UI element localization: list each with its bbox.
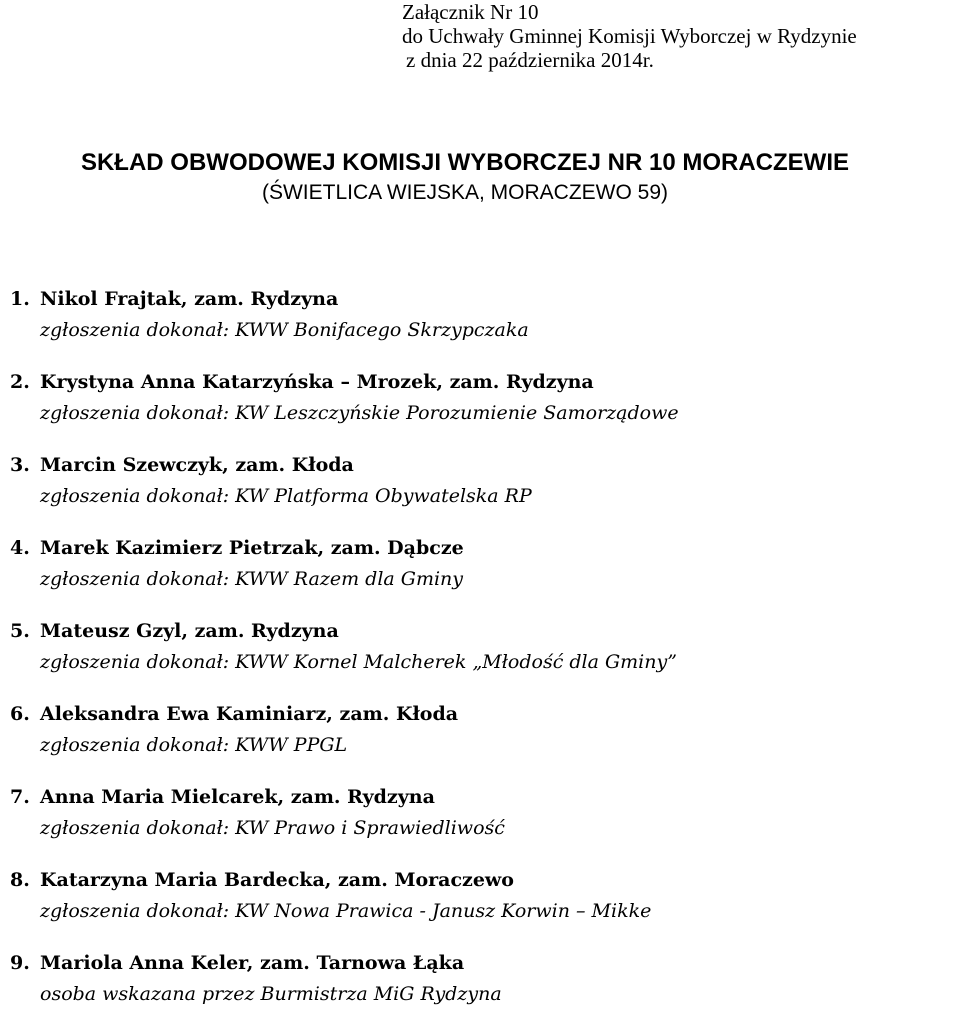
member-item xyxy=(10,947,955,1030)
member-number: 7. xyxy=(10,786,30,808)
member-name: Marek Kazimierz Pietrzak, zam. Dąbcze xyxy=(40,537,464,559)
member-item xyxy=(10,532,955,615)
member-number: 1. xyxy=(10,288,30,310)
member-name: Mateusz Gzyl, zam. Rydzyna xyxy=(40,620,339,642)
annex-date: z dnia 22 października 2014r. xyxy=(406,48,654,72)
member-name: Aleksandra Ewa Kaminiarz, zam. Kłoda xyxy=(40,703,459,725)
member-name: Mariola Anna Keler, zam. Tarnowa Łąka xyxy=(40,952,465,974)
document-subtitle: (ŚWIETLICA WIEJSKA, MORACZEWO 59) xyxy=(261,181,669,204)
member-nominator: zgłoszenia dokonał: KW Platforma Obywatelska RP xyxy=(40,485,532,507)
member-name: Marcin Szewczyk, zam. Kłoda xyxy=(40,454,354,476)
member-nominator: zgłoszenia dokonał: KW Prawo i Sprawiedliwość xyxy=(40,817,505,839)
member-nominator: zgłoszenia dokonał: KW Leszczyńskie Porozumienie Samorządowe xyxy=(40,402,679,424)
member-name: Anna Maria Mielcarek, zam. Rydzyna xyxy=(40,786,435,808)
member-nominator: zgłoszenia dokonał: KWW PPGL xyxy=(40,734,348,756)
member-number: 3. xyxy=(10,454,30,476)
member-number: 5. xyxy=(10,620,30,642)
member-number: 9. xyxy=(10,952,30,974)
member-number: 8. xyxy=(10,869,30,891)
member-item xyxy=(10,615,955,698)
member-item xyxy=(10,366,955,449)
member-number: 2. xyxy=(10,371,30,393)
annex-number: Załącznik Nr 10 xyxy=(402,0,539,24)
document-title: SKŁAD OBWODOWEJ KOMISJI WYBORCZEJ NR 10 MORACZEWIE xyxy=(80,149,850,176)
member-nominator: zgłoszenia dokonał: KWW Razem dla Gminy xyxy=(40,568,464,590)
member-nominator: zgłoszenia dokonał: KW Nowa Prawica - Janusz Korwin – Mikke xyxy=(40,900,652,922)
member-item xyxy=(10,698,955,781)
members-list xyxy=(10,283,955,1030)
annex-resolution: do Uchwały Gminnej Komisji Wyborczej w Rydzynie xyxy=(402,24,857,48)
member-number: 6. xyxy=(10,703,30,725)
annex-header xyxy=(402,0,857,72)
member-number: 4. xyxy=(10,537,30,559)
member-nominator: zgłoszenia dokonał: KWW Kornel Malcherek „Młodość dla Gminy” xyxy=(40,651,677,673)
member-item xyxy=(10,864,955,947)
member-nominator: osoba wskazana przez Burmistrza MiG Rydzyna xyxy=(40,983,502,1005)
member-name: Krystyna Anna Katarzyńska – Mrozek, zam. Rydzyna xyxy=(40,371,594,393)
member-item xyxy=(10,283,955,366)
member-item xyxy=(10,781,955,864)
member-name: Nikol Frajtak, zam. Rydzyna xyxy=(40,288,339,310)
member-name: Katarzyna Maria Bardecka, zam. Moraczewo xyxy=(40,869,514,891)
member-nominator: zgłoszenia dokonał: KWW Bonifacego Skrzypczaka xyxy=(40,319,529,341)
member-item xyxy=(10,449,955,532)
